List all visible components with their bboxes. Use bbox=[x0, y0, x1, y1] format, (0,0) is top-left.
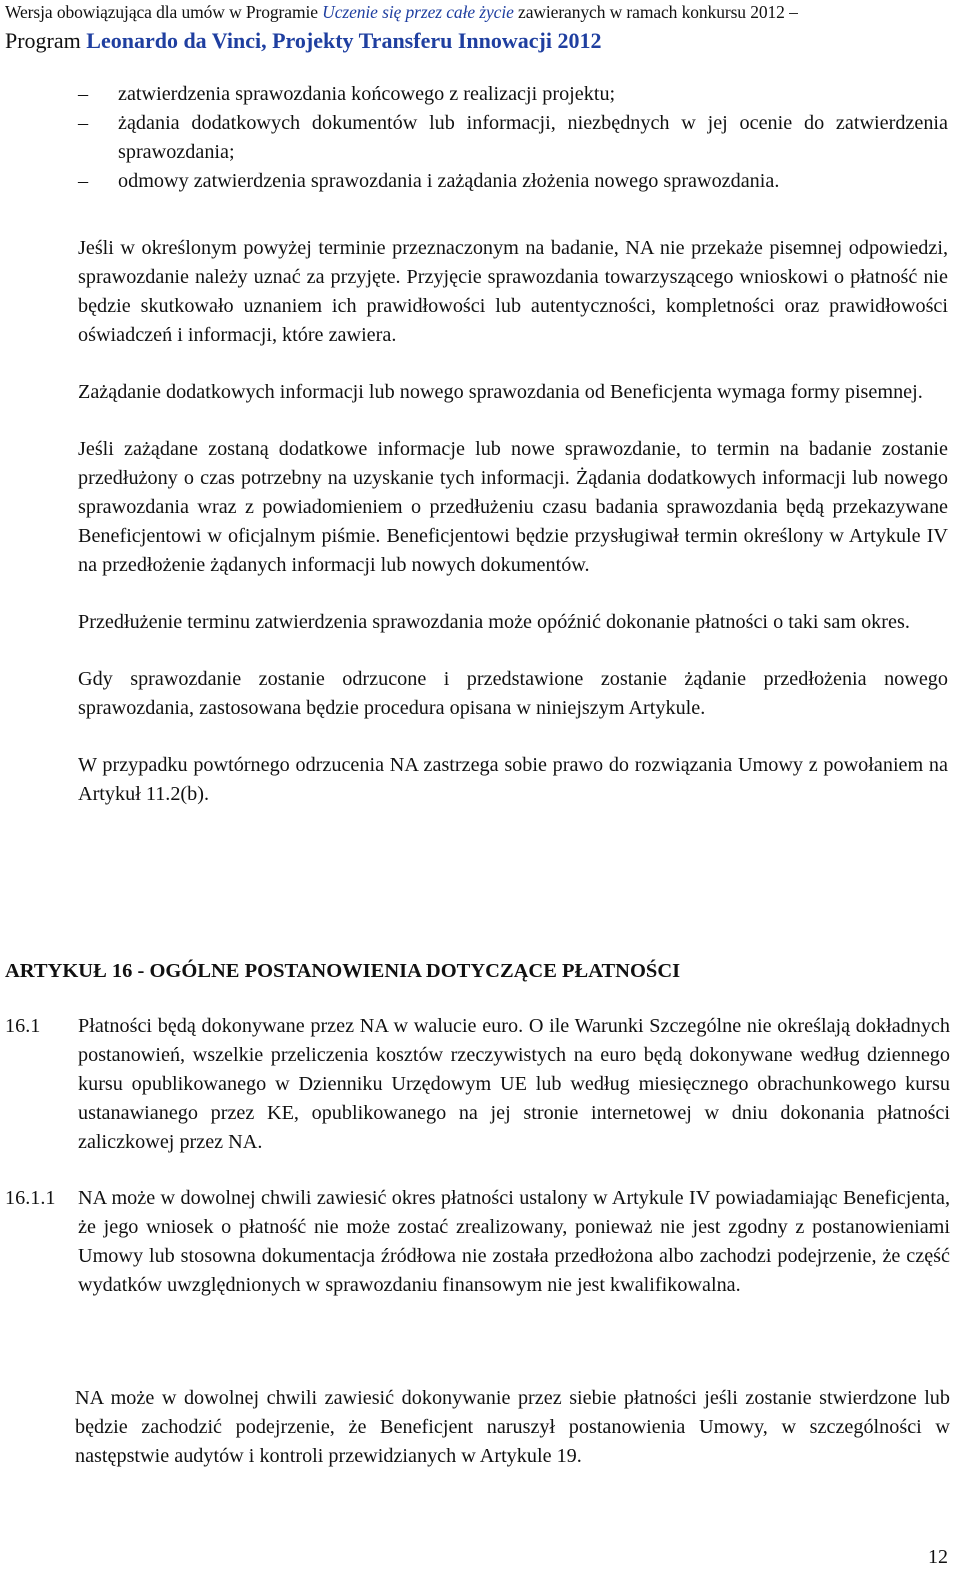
section-suspension-paragraph bbox=[75, 1384, 950, 1471]
paragraph-written-form: Zażądanie dodatkowych informacji lub nowego sprawozdania od Beneficjenta wymaga formy pisemnej. bbox=[78, 381, 923, 403]
header-dash: – bbox=[789, 2, 798, 22]
paragraph-no-response: Jeśli w określonym powyżej terminie przeznaczonym na badanie, NA nie przekaże pisemnej odpowiedzi, sprawozdanie należy uznać za przyjęte. Przyjęcie sprawozdania towarzyszącego wnioskowi o płatność nie będzie skutkowało uznaniem ich prawidłowości lub autentyczności, kompletności oraz prawidłowości oświadczeń i informacji, które zawiera. bbox=[78, 237, 948, 346]
paragraph-second-rejection: W przypadku powtórnego odrzucenia NA zastrzega sobie prawo do rozwiązania Umowy z powołaniem na Artykuł 11.2(b). bbox=[78, 754, 948, 805]
suspension-text: NA może w dowolnej chwili zawiesić dokonywanie przez siebie płatności jeśli zostanie stwierdzone lub będzie zachodzić podejrzenie, że Beneficjent naruszył postanowienia Umowy, w szczególności w następstwie audytów i kontroli przewidzianych w Artykule 19. bbox=[75, 1387, 950, 1467]
section-number: 16.1.1 bbox=[5, 1187, 56, 1209]
paragraph-payment-delay: Przedłużenie terminu zatwierdzenia sprawozdania może opóźnić dokonanie płatności o taki sam okres. bbox=[78, 611, 910, 633]
list-item-text: żądania dodatkowych dokumentów lub informacji, niezbędnych w jej ocenie do zatwierdzenia sprawozdania; bbox=[118, 112, 948, 163]
header-version-line bbox=[5, 0, 955, 24]
list-marker: – bbox=[78, 83, 89, 105]
paragraph-rejection: Gdy sprawozdanie zostanie odrzucone i przedstawione zostanie żądanie przedłożenia nowego sprawozdania, zastosowana będzie procedura opisana w niniejszym Artykule. bbox=[78, 668, 948, 719]
section-text: Płatności będą dokonywane przez NA w walucie euro. O ile Warunki Szczególne nie określają dokładnych postanowień, wszelkie przeliczenia kosztów rzeczywistych na euro będą dokonywane według dziennego kursu opublikowanego w Dzienniku Urzędowym UE lub według miesięcznego obrachunkowego kursu ustanawianego przez KE, opublikowanego na jej stronie internetowej w dniu dokonania płatności zaliczkowej przez NA. bbox=[78, 1015, 950, 1153]
list-item-text: zatwierdzenia sprawozdania końcowego z realizacji projektu; bbox=[118, 83, 616, 105]
list-item bbox=[78, 167, 948, 196]
paragraph-extension: Jeśli zażądane zostaną dodatkowe informacje lub nowe sprawozdanie, to termin na badanie zostanie przedłużony o czas potrzebny na uzyskanie tych informacji. Żądania dodatkowych informacji lub nowego sprawozdania wraz z powiadomieniem o przedłużeniu czasu badania sprawozdania będą przekazywane Beneficjentowi w oficjalnym piśmie. Beneficjentowi będzie przysługiwał termin określony w Artykule IV na przedłożenie żądanych informacji lub nowych dokumentów. bbox=[78, 438, 948, 576]
section-number: 16.1 bbox=[5, 1015, 41, 1037]
page-number: 12 bbox=[928, 1546, 948, 1568]
section-16-1 bbox=[5, 1012, 950, 1157]
header-version-suffix: zawieranych w ramach konkursu 2012 bbox=[513, 2, 790, 22]
list-marker: – bbox=[78, 170, 89, 192]
page-header bbox=[5, 0, 955, 56]
list-item bbox=[78, 109, 948, 167]
list-item bbox=[78, 80, 948, 109]
section-16-1-1 bbox=[5, 1184, 950, 1300]
header-version-prefix: Wersja obowiązująca dla umów w Programie bbox=[5, 2, 323, 22]
header-program-prefix: Program bbox=[5, 28, 87, 53]
list-item-text: odmowy zatwierdzenia sprawozdania i zażądania złożenia nowego sprawozdania. bbox=[118, 170, 780, 192]
header-program-name: Uczenie się przez całe życie bbox=[322, 2, 514, 22]
article-heading: ARTYKUŁ 16 - OGÓLNE POSTANOWIENIA DOTYCZĄCE PŁATNOŚCI bbox=[5, 960, 681, 982]
section-text: NA może w dowolnej chwili zawiesić okres płatności ustalony w Artykule IV powiadamiając Beneficjenta, że jego wniosek o płatność nie może zostać zrealizowany, ponieważ nie jest zgodny z postanowieniami Umowy lub stosowna dokumentacja źródłowa nie została przedłożona albo zachodzi podejrzenie, że część wydatków uwzględnionych w sprawozdaniu finansowym nie jest kwalifikowalna. bbox=[78, 1187, 950, 1296]
dash-list bbox=[78, 80, 948, 196]
list-marker: – bbox=[78, 112, 89, 134]
header-program-line bbox=[5, 26, 955, 56]
header-program-title: Leonardo da Vinci, Projekty Transferu Innowacji 2012 bbox=[86, 28, 602, 53]
document-body bbox=[78, 80, 948, 809]
